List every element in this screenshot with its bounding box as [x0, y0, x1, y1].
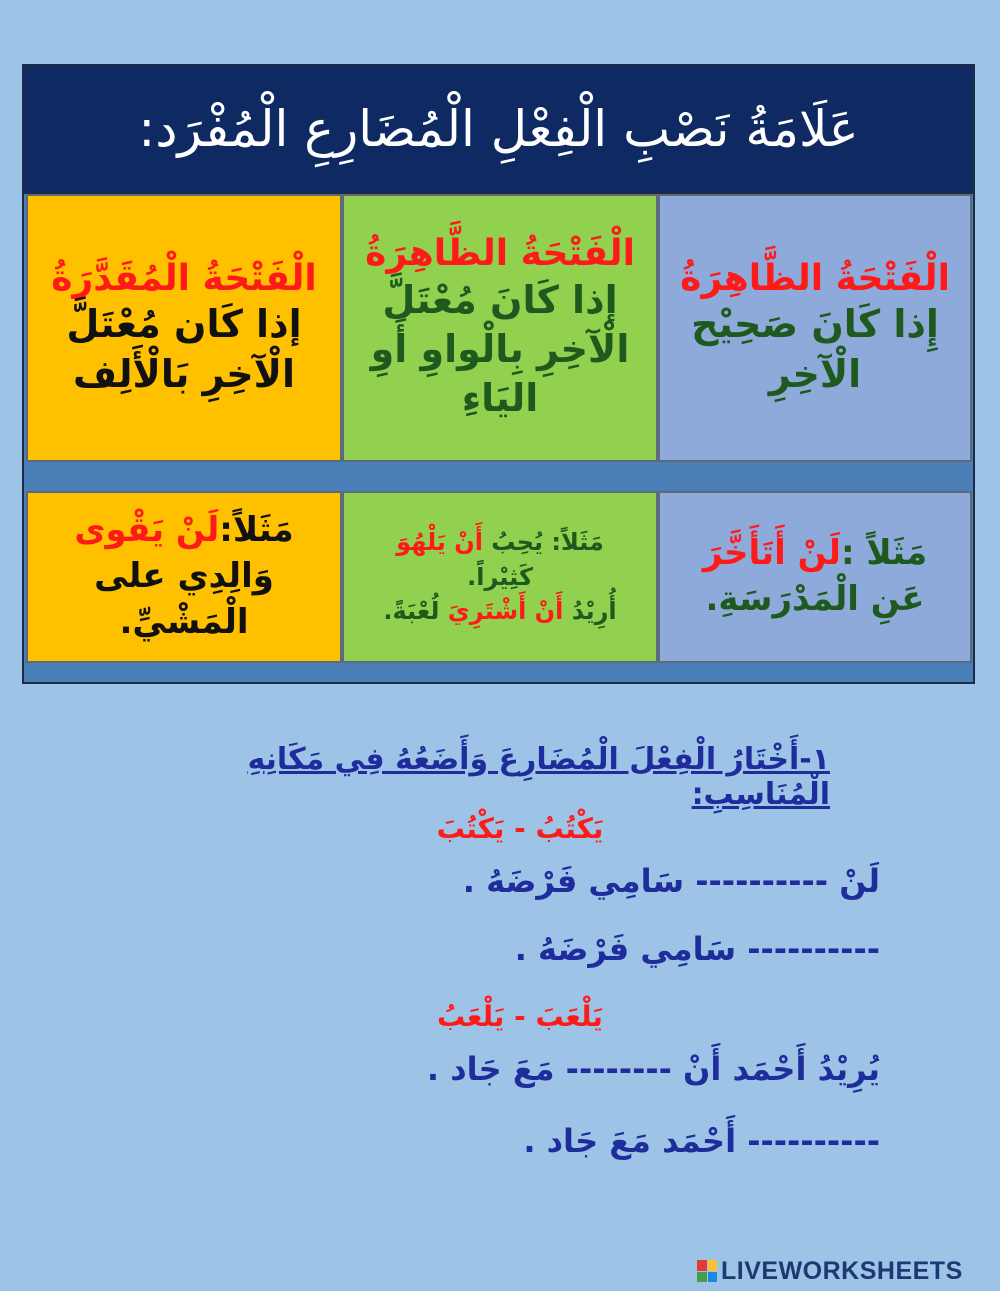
rule-line: الْآخِرِ	[768, 351, 862, 396]
example-verb: لَنْ يَقْوى	[74, 510, 220, 551]
exercise-sentence[interactable]: ---------- أَحْمَد مَعَ جَاد .	[523, 1122, 880, 1160]
rule-heading: الْفَتْحَةُ الظَّاهِرَةُ	[680, 258, 950, 300]
liveworksheets-logo	[697, 1257, 997, 1285]
example-prefix: مَثَلاً:	[219, 510, 294, 551]
rules-table	[22, 64, 975, 684]
rule-heading: الْفَتْحَةُ الْمُقَدَّرَةُ	[51, 258, 317, 300]
rule-line: الْآخِرِ بَالْأَلِف	[73, 351, 295, 396]
example-line: كَثِيْراً.	[467, 562, 533, 591]
example-prefix: أُرِيْدُ	[571, 597, 617, 626]
example-line	[383, 594, 616, 629]
rule-cell-alif	[26, 194, 342, 462]
example-prefix: مَثَلاً: يُحِبُ	[491, 527, 604, 556]
exercise-sentence[interactable]: ---------- سَامِي فَرْضَهُ .	[514, 930, 880, 968]
example-line	[396, 525, 604, 560]
rule-line: الْآخِرِ بِالْواوِ أَوِ	[370, 326, 630, 371]
example-cell-sound-ending	[658, 491, 972, 663]
example-prefix: مَثَلاً :	[840, 533, 928, 574]
example-verb: لَنْ أَتَأَخَّرَ	[702, 533, 841, 574]
example-line: عَنِ الْمَدْرَسَةِ.	[705, 579, 925, 619]
choices-group-1: يَكْتُبُ - يَكْتُبَ	[436, 812, 604, 845]
logo-mark-icon	[697, 1260, 717, 1282]
page-title: عَلَامَةُ نَصْبِ الْفِعْلِ الْمُضَارِعِ الْمُفْرَد:	[138, 100, 859, 158]
rule-cell-waw-yaa	[342, 194, 658, 462]
example-line: الْمَشْيِّ.	[119, 601, 249, 642]
example-cell-alif	[26, 491, 342, 663]
exercise-sentence[interactable]: يُرِيْدُ أَحْمَد أَنْ -------- مَعَ جَاد .	[426, 1050, 880, 1088]
example-verb: أَنْ أَشْتَرِيَ	[447, 597, 564, 626]
example-verb: أَنْ يَلْهُوَ	[396, 527, 483, 556]
example-rest: لُعْبَةً.	[383, 597, 440, 626]
rule-line: إذا كَانَ مُعْتَلَّ	[382, 277, 618, 322]
choices-group-2: يَلْعَبَ - يَلْعَبُ	[437, 1000, 603, 1033]
title-bar	[24, 66, 973, 194]
rule-line: إِذا كَانَ صَحِيْح	[691, 302, 939, 347]
rule-line: إذا كَان مُعْتَلَّ	[66, 302, 302, 347]
rule-cell-sound-ending	[658, 194, 972, 462]
logo-text: LIVEWORKSHEETS	[721, 1256, 963, 1285]
example-line: وَالِدِي على	[94, 556, 274, 597]
exercise-sentence[interactable]: لَنْ ---------- سَامِي فَرْضَهُ .	[462, 862, 880, 900]
rule-line: اليَاءِ	[461, 376, 539, 421]
example-cell-waw-yaa	[342, 491, 658, 663]
rule-heading: الْفَتْحَةُ الظَّاهِرَةُ	[365, 233, 635, 275]
exercise-title: ١-أَخْتَارُ الْفِعْلَ الْمُضَارِعَ وَأَضَعُهُ فِي مَكَانِهِ الْمُنَاسِبِ:	[247, 742, 830, 812]
example-line	[74, 508, 293, 554]
example-line	[703, 531, 927, 577]
